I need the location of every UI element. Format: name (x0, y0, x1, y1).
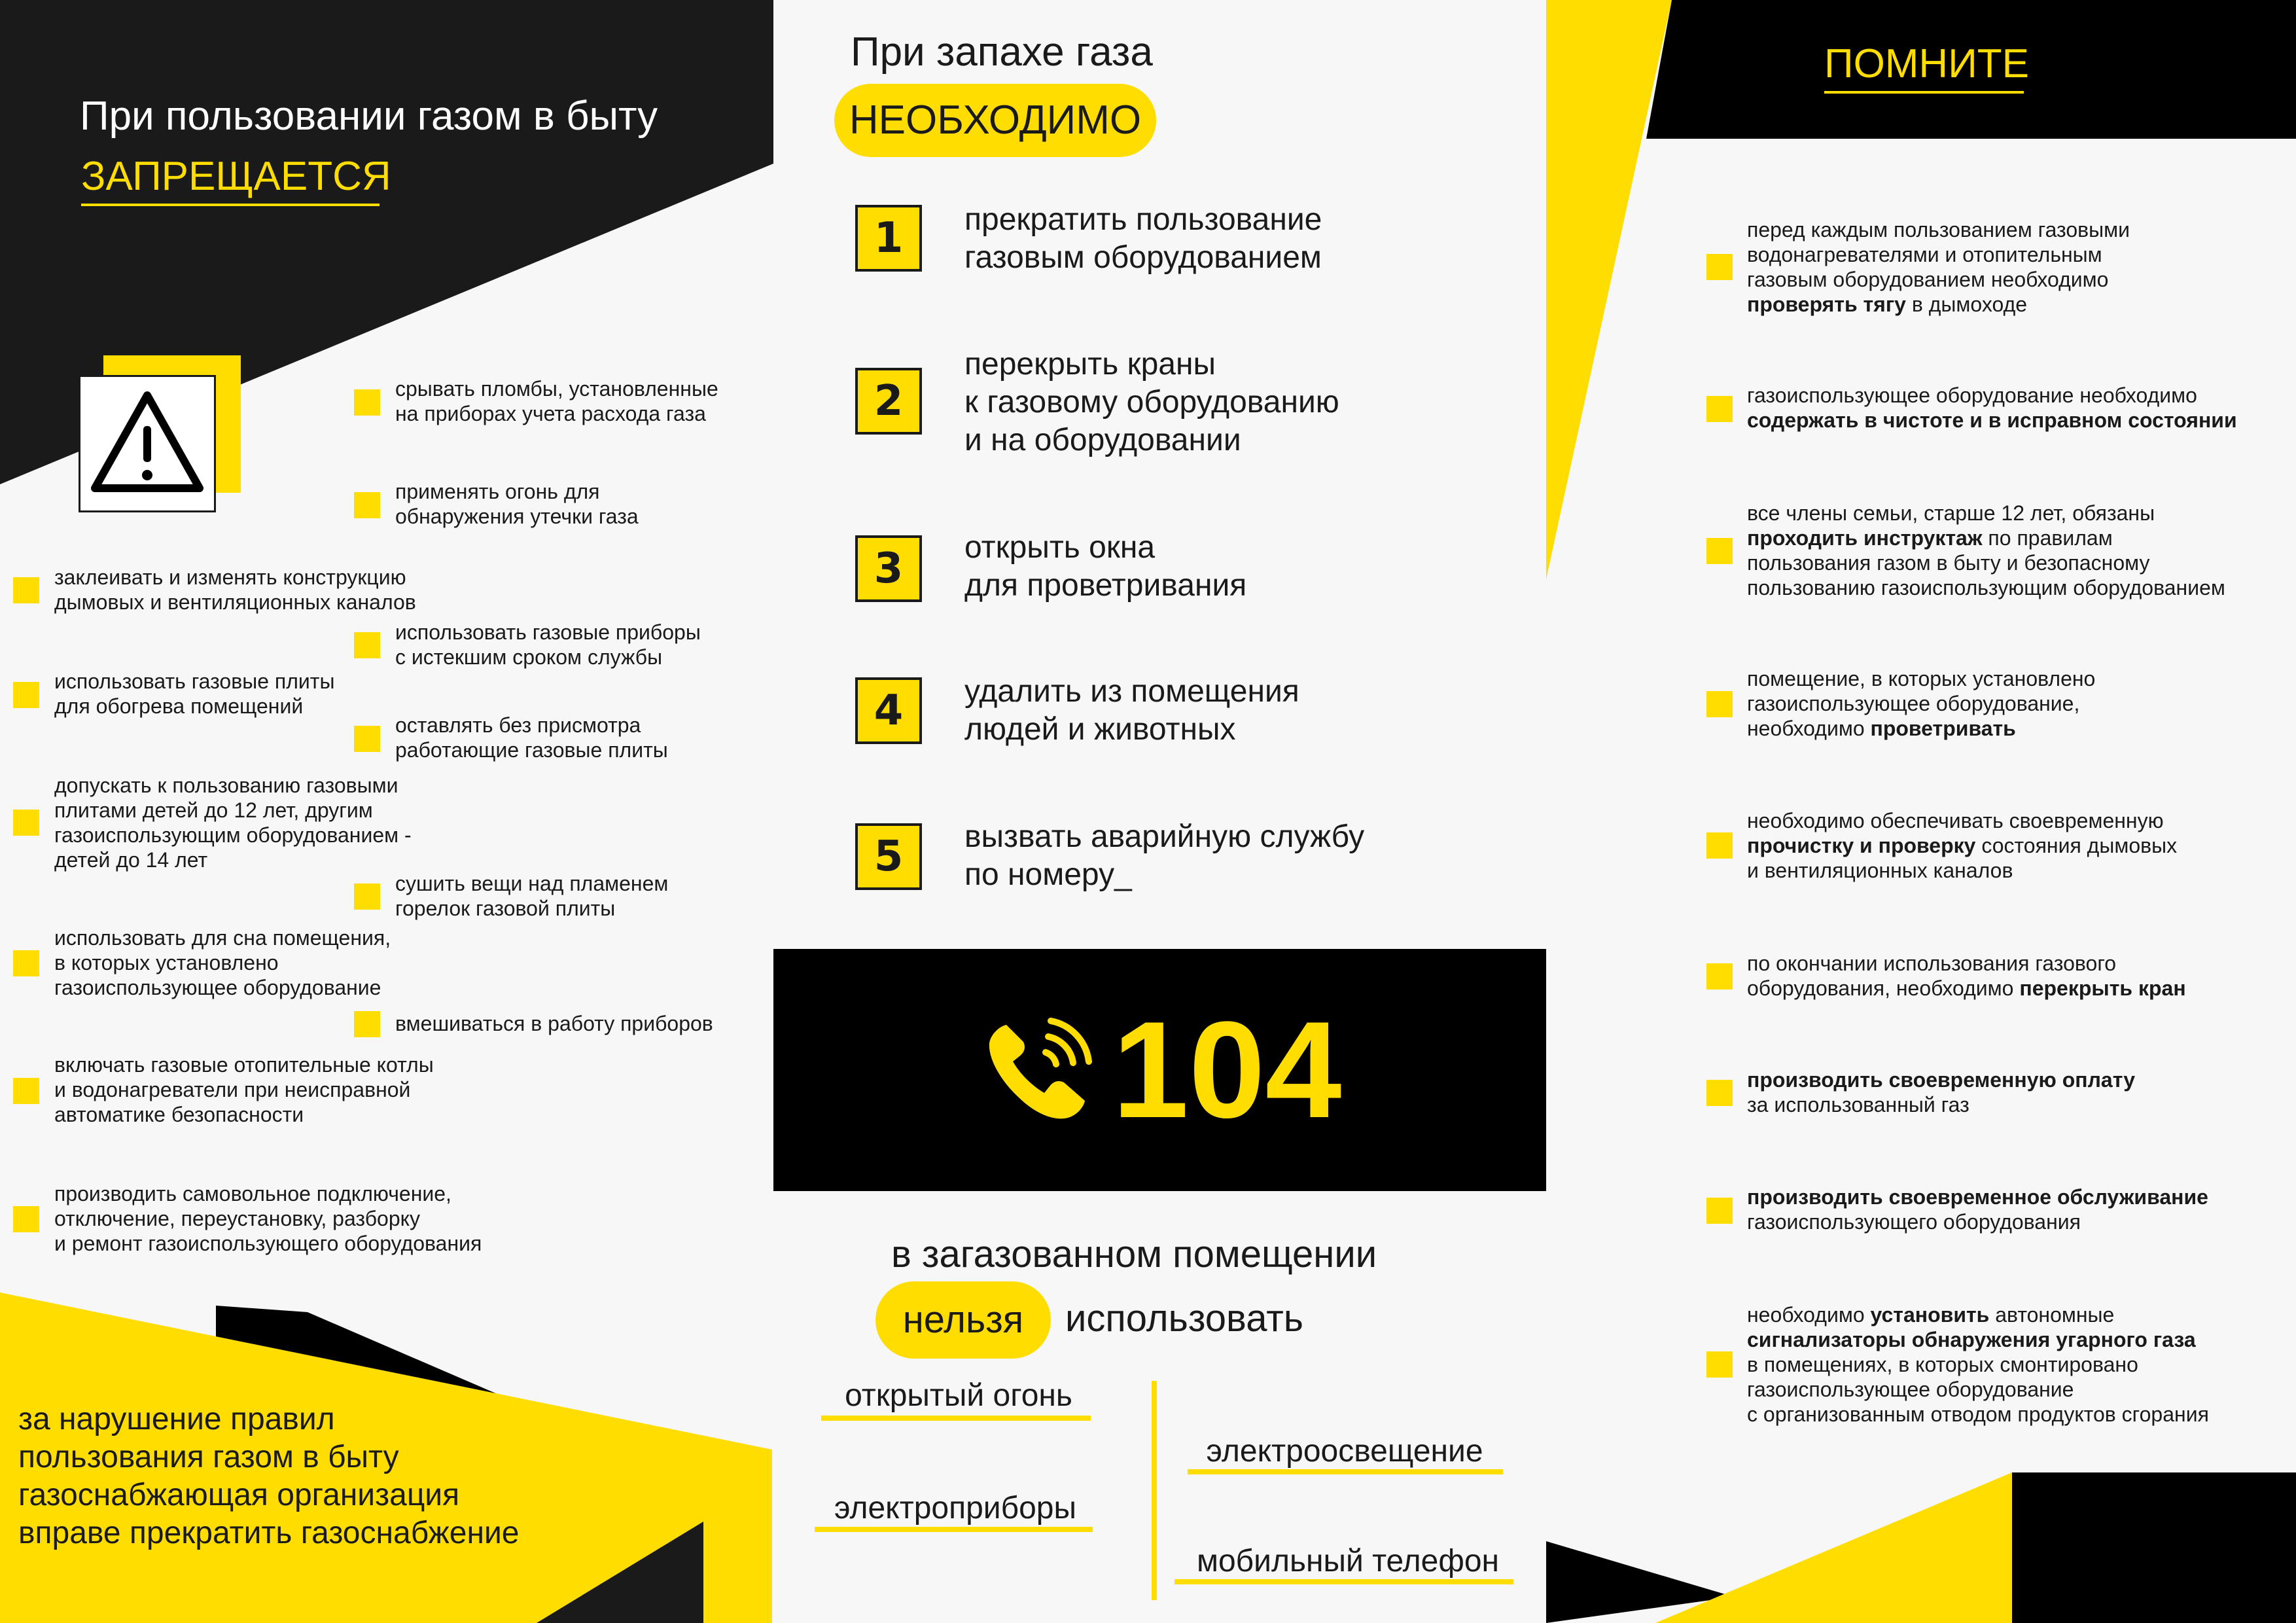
list-item: использовать газовые приборы с истекшим сроком службы (395, 620, 701, 669)
item-text: в дымоходе (1905, 293, 2028, 316)
list-bullet (1706, 538, 1733, 564)
right-bottom-yellow-shape (1655, 1472, 2012, 1623)
emphasis-text: производить своевременное обслуживание (1747, 1185, 2208, 1209)
list-item (1747, 1067, 2135, 1117)
item-text: помещение, в которых установлено газоиспользующее оборудование, необходимо (1747, 667, 2096, 740)
forbid-item: мобильный телефон (1196, 1544, 1500, 1578)
list-item (1747, 666, 2095, 741)
warning-icon (79, 375, 216, 512)
list-bullet (13, 810, 39, 836)
step-number: 1 (855, 205, 922, 272)
item-text: необходимо обеспечивать своевременную (1747, 809, 2164, 832)
forbid-item-underline (1174, 1579, 1513, 1584)
list-item: срывать пломбы, установленные на приборах учета расхода газа (395, 377, 718, 425)
list-bullet (354, 492, 380, 518)
list-bullet (1706, 1080, 1733, 1106)
list-item: использовать для сна помещения, в которых установлено газоиспользующее оборудование (54, 926, 391, 999)
right-bottom-black-shape (2012, 1472, 2296, 1623)
list-bullet (354, 389, 380, 416)
item-text: за использованный газ (1747, 1093, 1969, 1116)
list-item: оставлять без присмотра работающие газовые плиты (395, 713, 668, 762)
middle-subtitle-pill: НЕОБХОДИМО (834, 84, 1156, 157)
forbid-item: электроосвещение (1206, 1434, 1483, 1469)
phone-ringing-icon (981, 1014, 1093, 1126)
list-item: применять огонь для обнаружения утечки газа (395, 480, 639, 528)
item-text: перед каждым пользованием газовыми водонагревателями и отопительным газовым оборудованием необходимо (1747, 218, 2130, 291)
list-bullet (1706, 396, 1733, 422)
item-text: в помещениях, в которых смонтировано газоиспользующее оборудование с организованным отводом продуктов сгорания (1747, 1353, 2209, 1426)
item-text: по правилам пользования газом в быту и безопасному пользованию газоиспользующим оборудованием (1747, 526, 2225, 599)
list-bullet (1706, 254, 1733, 280)
emphasis-text: проветривать (1870, 717, 2016, 740)
emphasis-text: проходить инструктаж (1747, 526, 1983, 550)
emphasis-text: установить (1870, 1303, 1990, 1327)
left-subtitle-underline (81, 204, 380, 206)
emphasis-text: производить своевременную оплату (1747, 1068, 2135, 1092)
left-title: При пользовании газом в быту (80, 94, 658, 139)
step-number: 2 (855, 368, 922, 435)
item-text: автономные (1995, 1303, 2115, 1327)
forbid-word: использовать (1065, 1297, 1303, 1340)
list-item (1747, 1302, 2209, 1427)
emphasis-text: содержать в чистоте и в исправном состоянии (1747, 408, 2237, 432)
list-item: включать газовые отопительные котлы и водонагреватели при неисправной автоматике безопасности (54, 1053, 434, 1126)
item-text: все члены семьи, старше 12 лет, обязаны (1747, 501, 2155, 525)
list-bullet (13, 682, 39, 708)
list-bullet (354, 632, 380, 658)
emphasis-text: проверять тягу (1747, 293, 1906, 316)
right-title-underline (1824, 91, 2024, 94)
list-bullet (354, 726, 380, 752)
list-item: допускать к пользованию газовыми плитами детей до 12 лет, другим газоиспользующим оборудованием - детей до 14 лет (54, 774, 412, 872)
step-number: 3 (855, 535, 922, 602)
step-text: вызвать аварийную службу по номеру_ (964, 819, 1365, 892)
step-text: удалить из помещения людей и животных (964, 674, 1299, 747)
forbid-item: электроприборы (834, 1491, 1076, 1525)
list-item (1747, 1185, 2208, 1234)
list-bullet (1706, 691, 1733, 717)
item-text: необходимо (1747, 1303, 1871, 1327)
list-bullet (1706, 832, 1733, 859)
list-item (1747, 501, 2225, 600)
list-bullet (354, 1011, 380, 1037)
item-text: газоиспользующее оборудование необходимо (1747, 383, 2197, 407)
list-item: производить самовольное подключение, отключение, переустановку, разборку и ремонт газоиспользующего оборудования (54, 1182, 482, 1255)
list-bullet (1706, 963, 1733, 990)
list-item: использовать газовые плиты для обогрева помещений (54, 669, 335, 718)
list-item: заклеивать и изменять конструкцию дымовых и вентиляционных каналов (54, 565, 416, 614)
item-text: состояния дымовых и вентиляционных каналов (1747, 834, 2178, 882)
step-text: перекрыть краны к газовому оборудованию и на оборудовании (964, 347, 1339, 457)
list-bullet (1706, 1351, 1733, 1378)
list-bullet (1706, 1198, 1733, 1224)
list-item: вмешиваться в работу приборов (395, 1012, 713, 1035)
item-text: газоиспользующего оборудования (1747, 1210, 2081, 1234)
forbid-item-underline (821, 1416, 1091, 1421)
forbid-divider (1152, 1381, 1157, 1600)
forbid-title: в загазованном помещении (891, 1233, 1377, 1275)
list-item: сушить вещи над пламенем горелок газовой плиты (395, 872, 669, 920)
left-subtitle: ЗАПРЕЩАЕТСЯ (81, 154, 391, 199)
forbid-item: открытый огонь (845, 1378, 1072, 1413)
emergency-phone-number: 104 (1112, 993, 1342, 1147)
list-item (1747, 808, 2177, 883)
emphasis-text: прочистку и проверку (1747, 834, 1976, 857)
forbid-item-underline (815, 1527, 1093, 1532)
list-bullet (13, 1206, 39, 1232)
step-number: 4 (855, 677, 922, 744)
right-top-yellow-shape (1546, 0, 1672, 579)
step-text: открыть окна для проветривания (964, 530, 1247, 603)
list-item (1747, 383, 2237, 433)
item-text: по окончании использования газового оборудования, необходимо (1747, 952, 2117, 1000)
forbid-pill: нельзя (875, 1281, 1051, 1359)
list-bullet (354, 883, 380, 910)
emphasis-text: сигнализаторы обнаружения угарного газа (1747, 1328, 2196, 1351)
left-footer-note: за нарушение правил пользования газом в быту газоснабжающая организация вправе прекратить газоснабжение (18, 1402, 520, 1550)
list-bullet (13, 577, 39, 603)
list-bullet (13, 1078, 39, 1104)
emphasis-text: перекрыть кран (2019, 976, 2186, 1000)
list-item (1747, 217, 2130, 317)
list-bullet (13, 950, 39, 976)
list-item (1747, 951, 2186, 1001)
step-text: прекратить пользование газовым оборудованием (964, 202, 1322, 275)
step-number: 5 (855, 823, 922, 890)
forbid-item-underline (1188, 1469, 1503, 1474)
middle-title: При запахе газа (851, 29, 1153, 75)
right-title: ПОМНИТЕ (1824, 41, 2029, 86)
